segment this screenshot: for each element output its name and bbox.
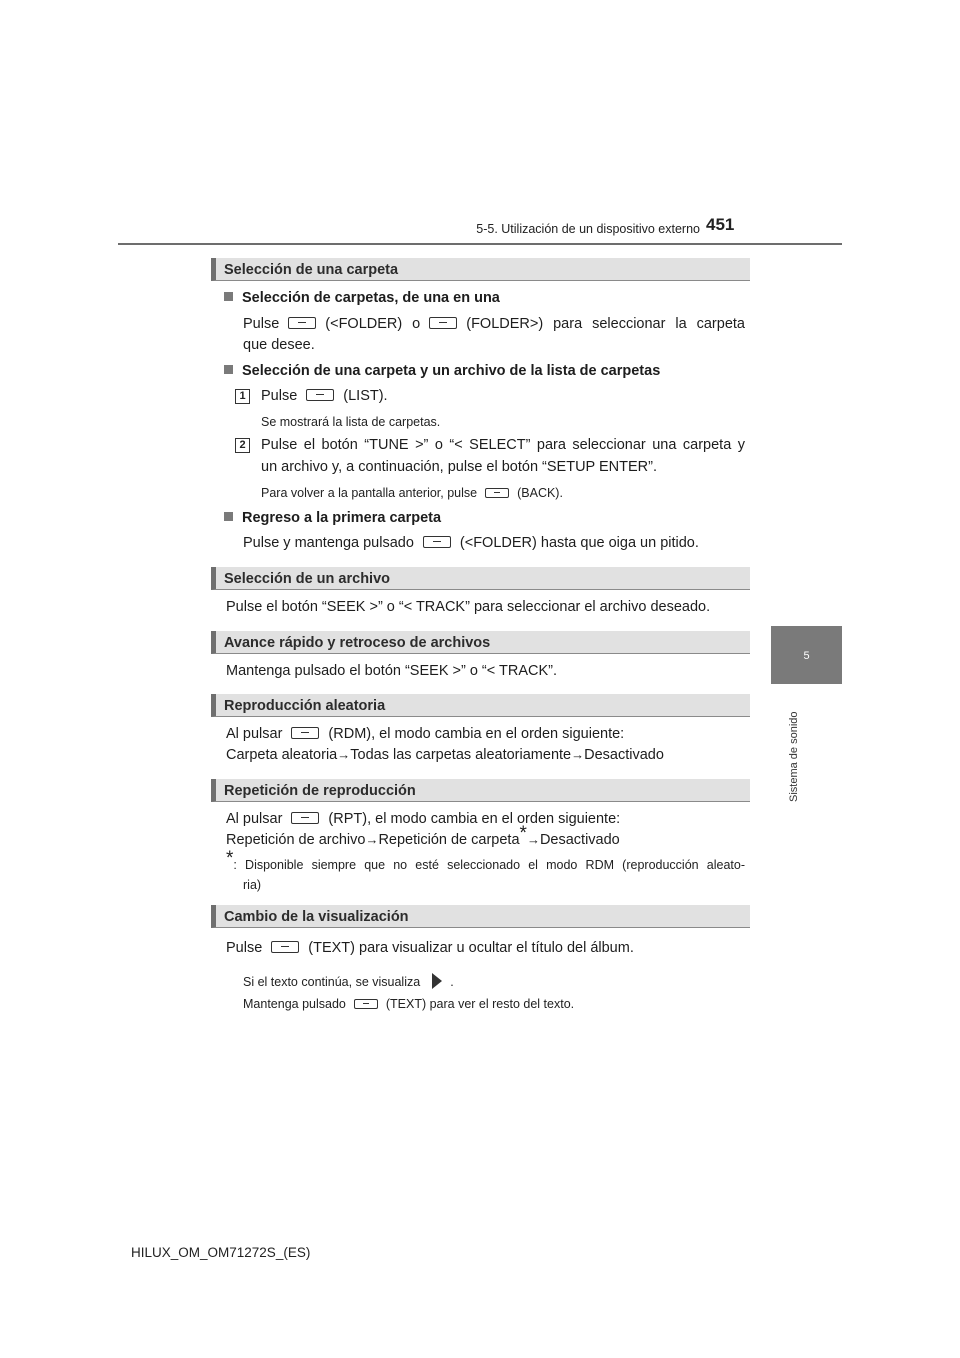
text: Carpeta aleatoria	[226, 747, 338, 763]
text: Desactivado	[539, 832, 620, 848]
section-header-display	[211, 905, 750, 928]
step-note: Se mostrará la lista de carpetas.	[261, 415, 441, 429]
bullet-square	[224, 512, 233, 521]
text: Si el texto continúa, se visualiza	[243, 975, 421, 989]
bullet-heading-text: Selección de carpetas, de una en una	[242, 290, 500, 306]
paragraph-line: que desee.	[243, 337, 315, 353]
paragraph	[243, 316, 745, 332]
section-title: Avance rápido y retroceso de archivos	[224, 635, 491, 651]
section-header-repeat	[211, 779, 750, 802]
footnote-marker: *	[519, 823, 527, 844]
bullet-heading-text: Selección de una carpeta y un archivo de la lista de carpetas	[242, 363, 661, 379]
section-header-random	[211, 694, 750, 717]
text: Pulse y mantenga pulsado	[243, 535, 414, 551]
text: (BACK).	[517, 486, 563, 500]
paragraph	[226, 726, 624, 742]
page-number: 451	[706, 215, 735, 234]
bullet-heading	[224, 510, 441, 526]
text: .	[450, 975, 454, 989]
text: Pulse	[243, 316, 280, 332]
step-number: 1	[235, 389, 250, 404]
step-number: 2	[235, 438, 250, 453]
chapter-tab-label-text: Sistema de sonido	[788, 711, 800, 802]
text: Pulse	[261, 388, 298, 404]
text: Al pulsar	[226, 726, 283, 742]
arrow-right-icon: →	[526, 832, 540, 847]
arrow-right-icon: →	[337, 747, 351, 762]
section-title: Repetición de reproducción	[224, 783, 416, 799]
text: (<FOLDER) o	[325, 316, 421, 332]
bullet-heading	[224, 290, 500, 306]
play-arrow-icon	[432, 973, 442, 989]
text: (TEXT) para ver el resto del texto.	[385, 997, 575, 1011]
mode-sequence	[226, 747, 664, 763]
chapter-tab-label	[786, 690, 804, 802]
section-header-file	[211, 567, 750, 590]
paragraph	[243, 535, 699, 551]
section-title: Selección de un archivo	[224, 571, 390, 587]
step-text: un archivo y, a continuación, pulse el botón “SETUP ENTER”.	[261, 459, 657, 475]
section-header-fast-forward	[211, 631, 750, 654]
text: : Disponible siempre que no esté seleccionado el modo RDM (reproducción aleato-	[233, 858, 745, 872]
bullet-heading-text: Regreso a la primera carpeta	[242, 510, 442, 526]
paragraph: Mantenga pulsado el botón “SEEK >” o “< TRACK”.	[226, 663, 557, 679]
footnote-line: ria)	[243, 878, 262, 892]
button-icon	[306, 389, 334, 401]
mode-sequence	[226, 823, 620, 848]
bullet-heading	[224, 363, 660, 379]
text: Repetición de carpeta	[378, 832, 520, 848]
arrow-right-icon: →	[365, 832, 379, 847]
button-icon	[485, 488, 509, 498]
arrow-right-icon: →	[571, 747, 585, 762]
button-icon	[354, 999, 378, 1009]
text: (<FOLDER) hasta que oiga un pitido.	[459, 535, 699, 551]
step-text	[261, 388, 388, 404]
text: Repetición de archivo	[226, 832, 366, 848]
text: (TEXT) para visualizar u ocultar el título del álbum.	[308, 940, 634, 956]
button-icon	[291, 812, 319, 824]
button-icon	[423, 536, 451, 548]
text: (LIST).	[343, 388, 388, 404]
text: Todas las carpetas aleatoriamente	[350, 747, 572, 763]
button-icon	[429, 317, 457, 329]
section-header-folder	[211, 258, 750, 281]
step-note	[261, 486, 563, 500]
section-title: Cambio de la visualización	[224, 909, 409, 925]
text: Mantenga pulsado	[243, 997, 346, 1011]
text: (RPT), el modo cambia en el orden siguiente:	[328, 811, 621, 827]
step-text: Pulse el botón “TUNE >” o “< SELECT” para seleccionar una carpeta y	[261, 437, 745, 453]
footnote	[226, 848, 745, 872]
section-title: Selección de una carpeta	[224, 262, 399, 278]
button-icon	[288, 317, 316, 329]
paragraph: Pulse el botón “SEEK >” o “< TRACK” para seleccionar el archivo deseado.	[226, 599, 711, 615]
button-icon	[271, 941, 299, 953]
note	[243, 997, 574, 1011]
text: Al pulsar	[226, 811, 283, 827]
text: (FOLDER>) para seleccionar la carpeta	[466, 316, 745, 332]
paragraph	[226, 940, 634, 956]
text: Desactivado	[584, 747, 664, 763]
bullet-square	[224, 365, 233, 374]
text: Para volver a la pantalla anterior, pulse	[261, 486, 478, 500]
bullet-square	[224, 292, 233, 301]
text: Pulse	[226, 940, 263, 956]
text: (RDM), el modo cambia en el orden siguiente:	[328, 726, 625, 742]
section-title: Reproducción aleatoria	[224, 698, 386, 714]
note	[243, 973, 454, 989]
chapter-tab-number: 5	[803, 650, 810, 662]
paragraph	[226, 811, 620, 827]
document-code: HILUX_OM_OM71272S_(ES)	[131, 1245, 311, 1260]
chapter-heading: 5-5. Utilización de un dispositivo externo	[476, 222, 700, 236]
chapter-tab	[771, 626, 842, 684]
button-icon	[291, 727, 319, 739]
footnote-marker: *	[226, 848, 234, 869]
header-divider	[118, 243, 842, 245]
